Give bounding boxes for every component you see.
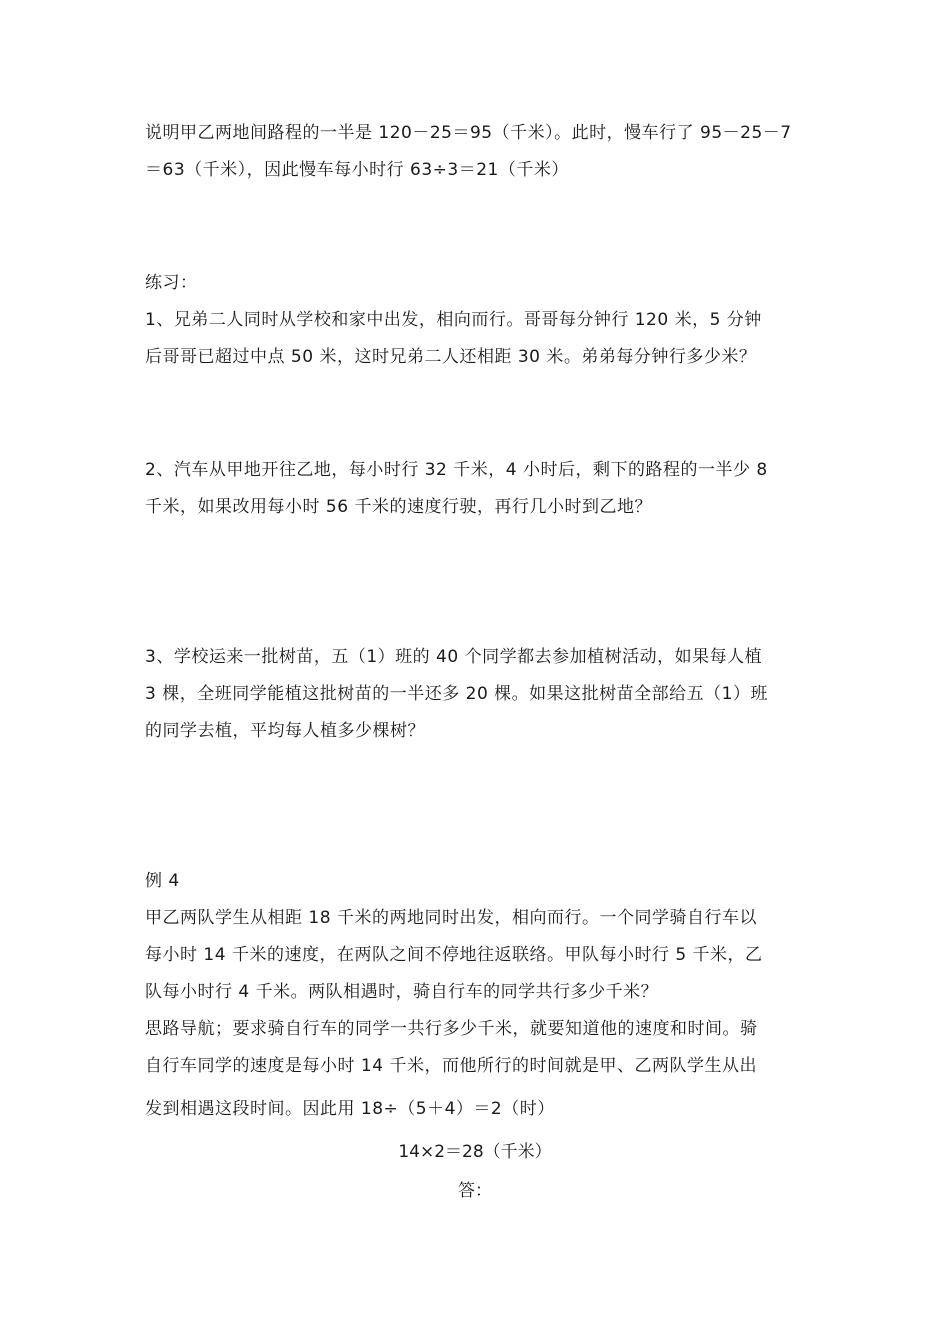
practice-heading: 练习： xyxy=(145,273,198,293)
question-line: 千米，如果改用每小时 56 千米的速度行驶，再行几小时到乙地？ xyxy=(145,497,652,517)
question-line: 后哥哥已超过中点 50 米，这时兄弟二人还相距 30 米。弟弟每分钟行多少米？ xyxy=(145,347,757,367)
intro-line-2: ＝63（千米），因此慢车每小时行 63÷3＝21（千米） xyxy=(145,160,569,180)
analysis-line: 发到相遇这段时间。因此用 18÷（5＋4）＝2（时） xyxy=(145,1099,555,1119)
question-line: 3 棵，全班同学能植这批树苗的一半还多 20 棵。如果这批树苗全部给五（1）班 xyxy=(145,684,768,704)
calculation-line: 14×2＝28（千米） xyxy=(398,1142,552,1162)
answer-label: 答： xyxy=(458,1181,492,1201)
question-line: 1、兄弟二人同时从学校和家中出发，相向而行。哥哥每分钟行 120 米，5 分钟 xyxy=(145,310,762,330)
problem-line: 甲乙两队学生从相距 18 千米的两地同时出发，相向而行。一个同学骑自行车以 xyxy=(145,908,757,928)
example-heading: 例 4 xyxy=(145,871,180,891)
analysis-line: 思路导航；要求骑自行车的同学一共行多少千米，就要知道他的速度和时间。骑 xyxy=(145,1019,758,1039)
problem-line: 队每小时行 4 千米。两队相遇时，骑自行车的同学共行多少千米？ xyxy=(145,982,659,1002)
analysis-line: 自行车同学的速度是每小时 14 千米，而他所行的时间就是甲、乙两队学生从出 xyxy=(145,1056,757,1076)
question-line: 3、学校运来一批树苗，五（1）班的 40 个同学都去参加植树活动，如果每人植 xyxy=(145,647,763,667)
intro-line-1: 说明甲乙两地间路程的一半是 120－25＝95（千米）。此时，慢车行了 95－25－7 xyxy=(145,123,792,143)
question-line: 的同学去植，平均每人植多少棵树？ xyxy=(145,721,425,741)
problem-line: 每小时 14 千米的速度，在两队之间不停地往返联络。甲队每小时行 5 千米，乙 xyxy=(145,945,763,965)
question-line: 2、汽车从甲地开往乙地，每小时行 32 千米，4 小时后，剩下的路程的一半少 8 xyxy=(145,460,768,480)
